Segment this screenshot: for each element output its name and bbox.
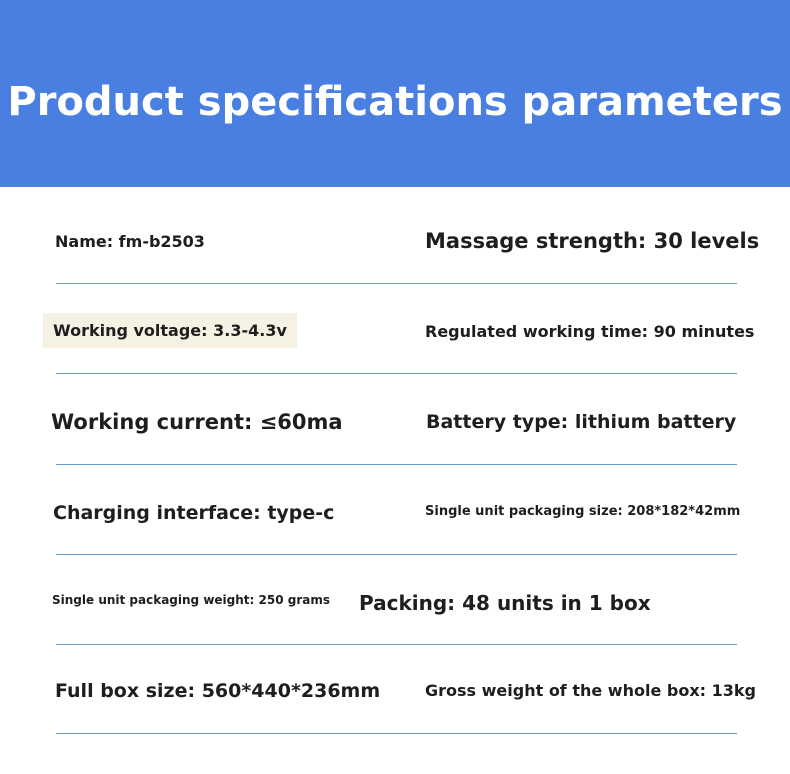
spec-charging-interface: Charging interface: type-c [53, 502, 335, 524]
spec-massage-strength: Massage strength: 30 levels [425, 229, 760, 253]
row-divider [56, 464, 737, 465]
spec-name: Name: fm-b2503 [55, 232, 205, 251]
spec-packing: Packing: 48 units in 1 box [359, 591, 651, 615]
spec-battery-type: Battery type: lithium battery [426, 411, 737, 433]
spec-regulated-working-time: Regulated working time: 90 minutes [425, 322, 755, 341]
spec-working-current: Working current: ≤60ma [51, 410, 343, 434]
row-divider [56, 283, 737, 284]
spec-gross-weight: Gross weight of the whole box: 13kg [425, 681, 756, 700]
spec-full-box-size: Full box size: 560*440*236mm [55, 680, 381, 702]
spec-single-unit-packaging-size: Single unit packaging size: 208*182*42mm [425, 504, 741, 519]
spec-single-unit-packaging-weight: Single unit packaging weight: 250 grams [52, 593, 330, 607]
row-divider [56, 733, 737, 734]
row-divider [56, 373, 737, 374]
header-banner [0, 0, 790, 187]
row-divider [56, 644, 737, 645]
page-title: Product specifications parameters [7, 79, 783, 125]
spec-working-voltage: Working voltage: 3.3-4.3v [43, 313, 297, 348]
row-divider [56, 554, 737, 555]
